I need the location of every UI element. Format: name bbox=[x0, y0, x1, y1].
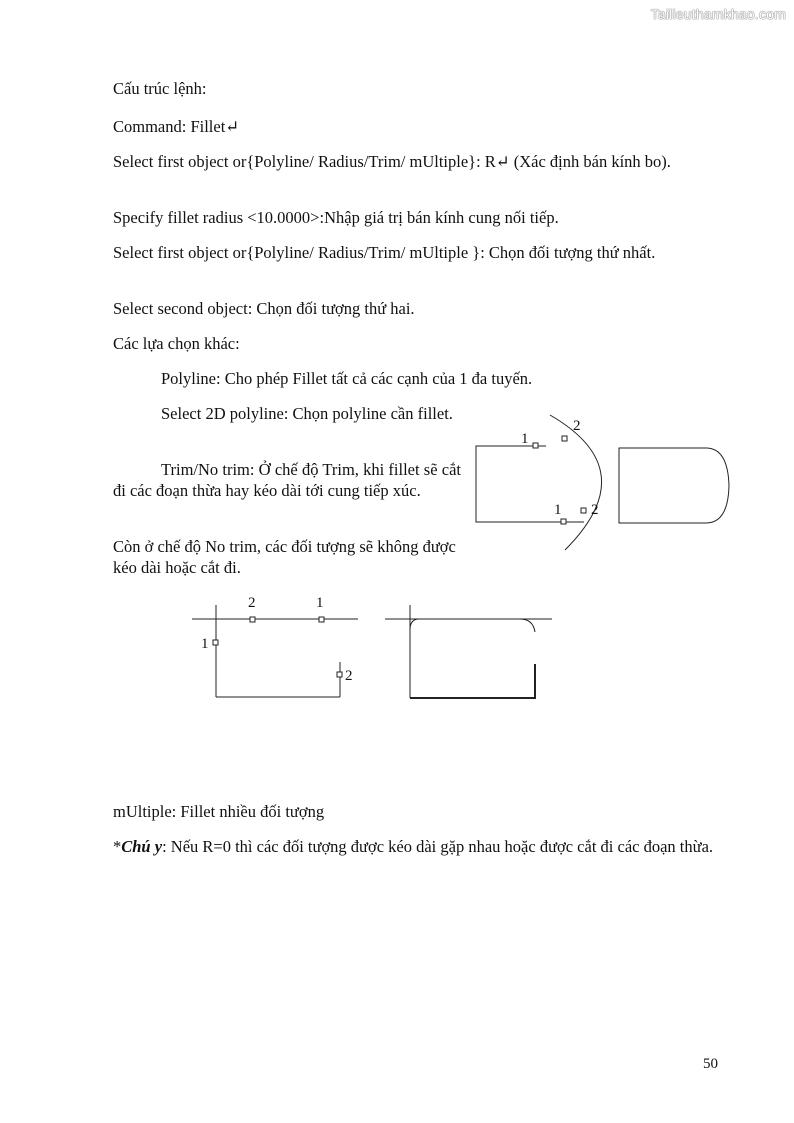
point-label: 1 bbox=[201, 636, 209, 652]
pick-point-marker bbox=[561, 519, 566, 524]
point-label: 1 bbox=[554, 502, 562, 518]
command-line: Command: Fillet↵ bbox=[113, 117, 240, 136]
filleted-rectangle bbox=[619, 448, 729, 523]
page-number: 50 bbox=[703, 1056, 718, 1072]
note-text: : Nếu R=0 thì các đối tượng được kéo dài gặp nhau hoặc được cắt đi các đoạn thừa. bbox=[162, 837, 714, 856]
point-label: 1 bbox=[316, 595, 324, 611]
multiple-option: mUltiple: Fillet nhiều đối tượng bbox=[113, 802, 325, 821]
watermark: Tailieuthamkhao.com bbox=[650, 6, 786, 22]
original-rectangle bbox=[476, 446, 584, 522]
pick-point-marker bbox=[337, 672, 342, 677]
no-trim-note: Còn ở chế độ No trim, các đối tượng sẽ không được kéo dài hoặc cắt đi. bbox=[113, 537, 456, 577]
pick-point-marker bbox=[581, 508, 586, 513]
radius-fillet-figure bbox=[470, 410, 740, 560]
pick-point-marker bbox=[213, 640, 218, 645]
select-first-radius-prompt: Select first object or{Polyline/ Radius/Trim/ mUltiple}: R↵ (Xác định bán kính bo). bbox=[113, 152, 671, 171]
pick-point-marker bbox=[319, 617, 324, 622]
result-bottom-line bbox=[410, 664, 535, 698]
point-label: 2 bbox=[248, 595, 256, 611]
other-options-heading: Các lựa chọn khác: bbox=[113, 334, 240, 353]
fillet-arc-right bbox=[520, 619, 535, 632]
point-label: 1 bbox=[521, 431, 529, 447]
note-prefix: * bbox=[113, 837, 122, 856]
fillet-radius-prompt: Specify fillet radius <10.0000>:Nhập giá trị bán kính cung nối tiếp. bbox=[113, 208, 559, 227]
pick-point-marker bbox=[250, 617, 255, 622]
select-first-object-prompt: Select first object or{Polyline/ Radius/Trim/ mUltiple }: Chọn đối tượng thứ nhất. bbox=[113, 243, 656, 262]
no-trim-figure bbox=[185, 592, 560, 707]
point-label: 2 bbox=[591, 502, 599, 518]
note-paragraph bbox=[113, 836, 718, 857]
structure-heading: Cấu trúc lệnh: bbox=[113, 79, 207, 98]
pick-point-marker bbox=[533, 443, 538, 448]
fillet-arc-left bbox=[410, 619, 419, 630]
polyline-option: Polyline: Cho phép Fillet tất cả các cạnh của 1 đa tuyến. bbox=[161, 369, 533, 388]
fillet-arc bbox=[550, 415, 602, 550]
pick-point-marker bbox=[562, 436, 567, 441]
select-second-prompt: Select second object: Chọn đối tượng thứ hai. bbox=[113, 299, 415, 318]
note-label: Chú y bbox=[121, 837, 163, 856]
select-2d-polyline-option: Select 2D polyline: Chọn polyline cần fillet. bbox=[161, 404, 453, 423]
point-label: 2 bbox=[573, 418, 581, 434]
point-label: 2 bbox=[345, 668, 353, 684]
trim-option: Trim/No trim: Ở chế độ Trim, khi fillet sẽ cắt đi các đoạn thừa hay kéo dài tới cung tiếp xúc. bbox=[113, 460, 461, 500]
